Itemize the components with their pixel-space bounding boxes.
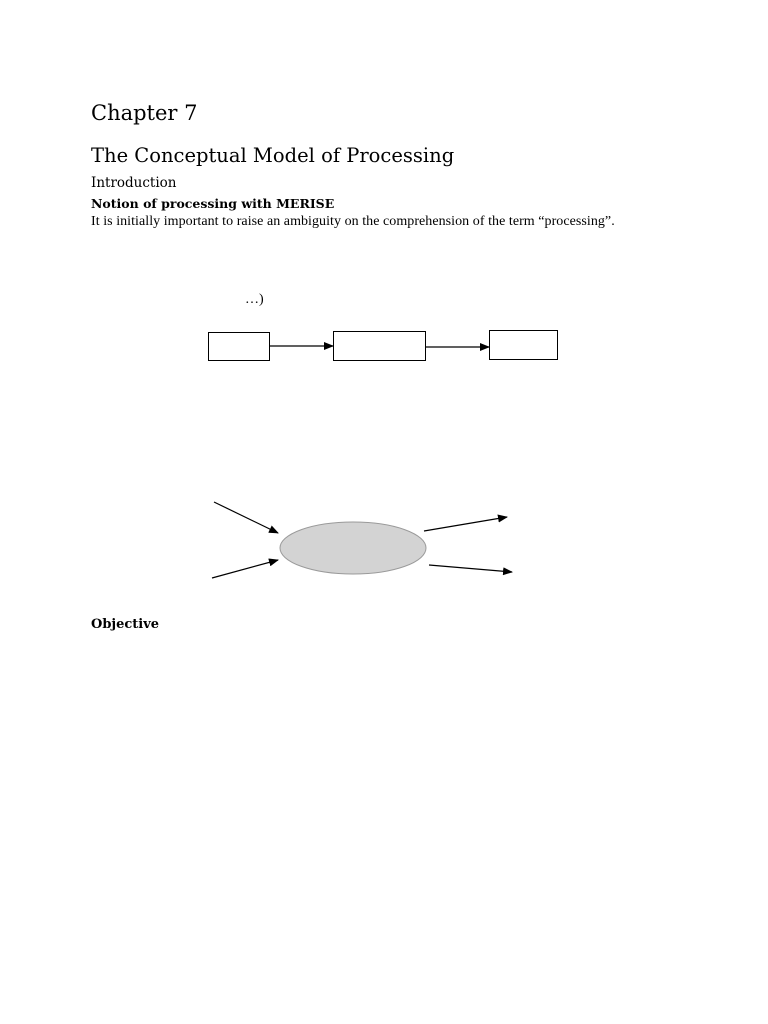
flow-diagram (209, 331, 558, 361)
incoming-arrow-bottom (212, 560, 278, 578)
text-fragment: …) (245, 292, 264, 307)
operation-ellipse (280, 522, 426, 574)
chapter-label: Chapter 7 (91, 101, 198, 125)
section-heading-notion: Notion of processing with MERISE (91, 196, 335, 211)
flow-box-output (490, 331, 558, 360)
flow-box-process (334, 332, 426, 361)
flow-box-input (209, 333, 270, 361)
section-heading-objective: Objective (91, 617, 160, 632)
incoming-arrow-top (214, 502, 278, 533)
page-title: The Conceptual Model of Processing (91, 144, 455, 167)
outgoing-arrow-bottom (429, 565, 512, 572)
section-heading-introduction: Introduction (91, 175, 177, 191)
operation-diagram (212, 502, 512, 578)
outgoing-arrow-top (424, 517, 507, 531)
notion-paragraph: It is initially important to raise an ambiguity on the comprehension of the term “processing”. (91, 214, 615, 229)
